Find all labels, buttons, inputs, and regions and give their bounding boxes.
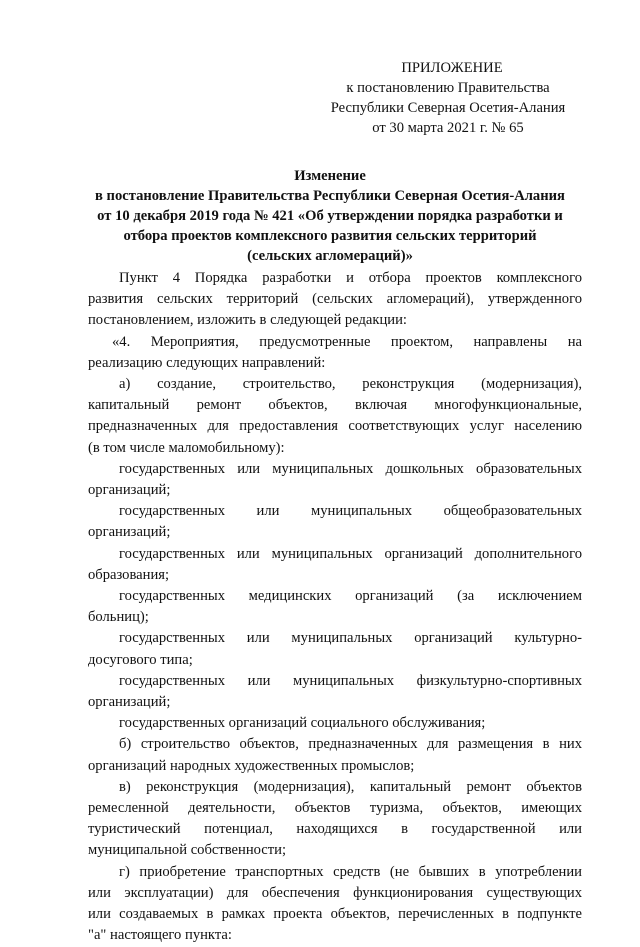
list-item: [88, 459, 582, 501]
subpoint-a: [88, 374, 582, 459]
text-line: организаций народных художественных промыслов;: [88, 757, 415, 774]
text-line: больниц);: [88, 609, 149, 626]
text-line: государственных медицинских организаций (за исключением: [119, 588, 582, 605]
list-item: [88, 628, 582, 670]
text-line: Пункт 4 Порядка разработки и отбора проектов комплексного: [119, 270, 582, 286]
text-line: образования;: [88, 566, 170, 583]
subpoint-b: [88, 734, 582, 776]
text-line: постановлением, изложить в следующей редакции:: [88, 312, 407, 329]
text-line: муниципальной собственности;: [88, 842, 287, 859]
intro-paragraph: [88, 268, 582, 332]
text-line: организаций;: [88, 482, 171, 499]
text-line: а) создание, строительство, реконструкция (модернизация),: [119, 376, 582, 393]
text-line: государственных или муниципальных организаций культурно-: [119, 630, 582, 647]
heading-line: (сельских агломераций)»: [247, 248, 413, 264]
appendix-date-line: от 30 марта 2021 г. № 65: [372, 120, 524, 136]
point-4-paragraph: [88, 332, 582, 374]
text-line: "а" настоящего пункта:: [88, 927, 232, 944]
text-line: г) приобретение транспортных средств (не бывших в употреблении: [119, 863, 582, 880]
text-line: организаций;: [88, 694, 171, 711]
appendix-line: к постановлению Правительства: [346, 80, 550, 96]
text-line: государственных или муниципальных дошкольных образовательных: [119, 460, 582, 477]
text-line: государственных или муниципальных общеобразовательных: [119, 503, 582, 520]
list-item: [88, 713, 582, 734]
text-line: досугового типа;: [88, 651, 193, 668]
text-line: развития сельских территорий (сельских агломераций), утвержденного: [88, 291, 582, 308]
appendix-block: [318, 58, 578, 138]
appendix-title: ПРИЛОЖЕНИЕ: [401, 60, 503, 76]
text-line: предназначенных для предоставления соответствующих услуг населению: [88, 418, 582, 435]
text-line: ремесленной деятельности, объектов туризма, объектов, имеющих: [88, 800, 582, 817]
text-line: или создаваемых в рамках проекта объектов, перечисленных в подпункте: [88, 906, 582, 923]
heading-line: в постановление Правительства Республики Северная Осетия-Алания: [95, 188, 565, 204]
list-item: [88, 501, 582, 543]
document-heading: [80, 166, 580, 266]
subpoint-g: [88, 862, 582, 947]
text-line: в) реконструкция (модернизация), капитальный ремонт объектов: [119, 778, 582, 795]
text-line: капитальный ремонт объектов, включая многофункциональные,: [88, 397, 582, 414]
text-line: государственных или муниципальных организаций дополнительного: [119, 545, 582, 562]
heading-line: от 10 декабря 2019 года № 421 «Об утверждении порядка разработки и: [97, 208, 563, 224]
appendix-line: Республики Северная Осетия-Алания: [330, 100, 566, 116]
list-item: [88, 586, 582, 628]
text-line: «4. Мероприятия, предусмотренные проектом, направлены на: [112, 333, 582, 350]
text-line: (в том числе маломобильному):: [88, 439, 285, 456]
heading-line: отбора проектов комплексного развития сельских территорий: [123, 228, 537, 244]
document-body: [88, 268, 582, 947]
heading-title: Изменение: [294, 168, 366, 184]
list-item: [88, 671, 582, 713]
list-item: [88, 544, 582, 586]
text-line: государственных или муниципальных физкультурно-спортивных: [119, 672, 582, 689]
text-line: или эксплуатации) для обеспечения функционирования существующих: [88, 884, 582, 901]
text-line: туристический потенциал, находящихся в государственной или: [88, 821, 582, 838]
text-line: реализацию следующих направлений:: [88, 354, 326, 371]
text-line: б) строительство объектов, предназначенных для размещения в них: [119, 736, 582, 753]
subpoint-v: [88, 777, 582, 862]
text-line: государственных организаций социального обслуживания;: [119, 715, 486, 732]
text-line: организаций;: [88, 524, 171, 541]
